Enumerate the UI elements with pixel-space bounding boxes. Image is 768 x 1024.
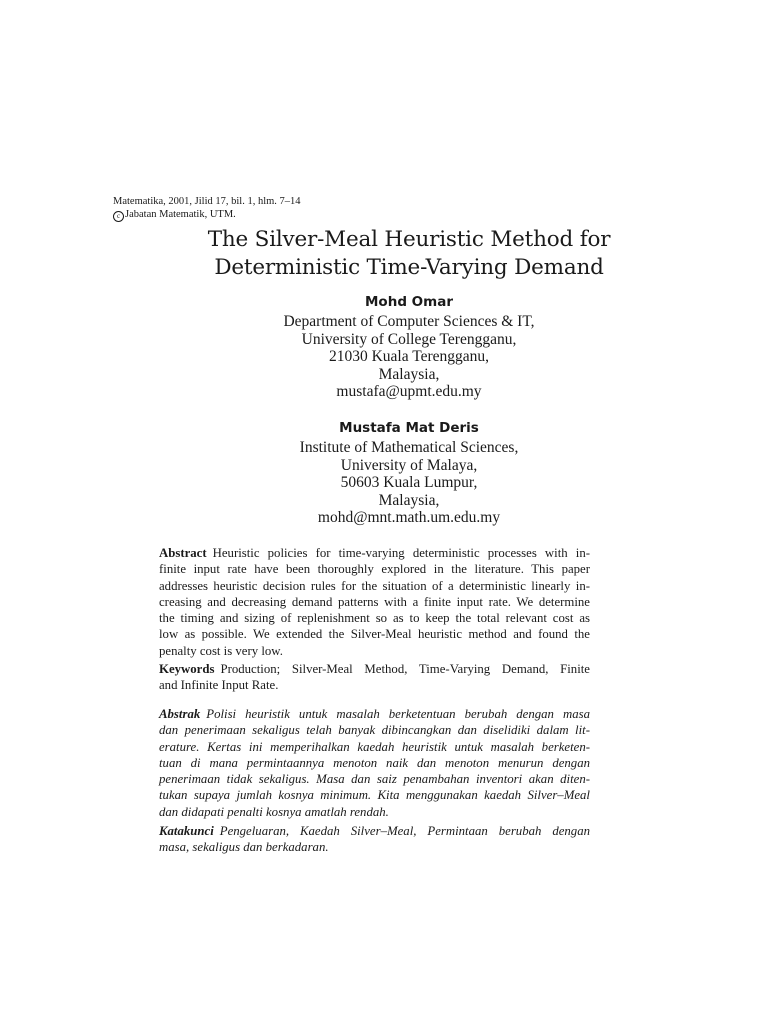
- abstrak-line: penerimaan tidak sekaligus. Masa dan saiz penambahan inventori akan diten-: [159, 772, 590, 787]
- author-block: [100, 420, 718, 526]
- abstrak-line: dan penerimaan sekaligus telah banyak dibincangkan dan diselidiki dalam lit-: [159, 723, 590, 738]
- abstrak-line: tuan di mana permintaannya menoton naik dan menoton menurun dengan: [159, 755, 590, 770]
- katakunci-label: Katakunci: [159, 824, 214, 838]
- author-affiliation-line: Institute of Mathematical Sciences,: [299, 439, 519, 457]
- abstract-line: creasing and decreasing demand patterns with a finite input rate. We determine: [159, 594, 590, 609]
- abstrak-line: dan didapati penalti kosnya amatlah rendah.: [159, 804, 389, 819]
- title-line: The Silver-Meal Heuristic Method for: [207, 227, 611, 252]
- author-affiliation-line: University of College Terengganu,: [301, 330, 517, 348]
- abstrak-line: Polisi heuristik untuk masalah berketentuan berubah dengan masa: [206, 707, 590, 721]
- abstrak-label: Abstrak: [159, 707, 201, 721]
- journal-citation-block: [113, 195, 301, 222]
- author-affiliation-line: Department of Computer Sciences & IT,: [283, 313, 535, 331]
- copyright-line: [113, 208, 301, 222]
- abstract-line: addresses heuristic decision rules for the situation of a deterministic linearly in-: [159, 578, 590, 593]
- abstract-line: Heuristic policies for time-varying deterministic processes with in-: [212, 546, 590, 560]
- abstract-label: Abstract: [159, 546, 207, 560]
- author-affiliation-line: University of Malaya,: [340, 456, 478, 474]
- abstrak-section: [159, 706, 590, 820]
- author-name: Mohd Omar: [365, 294, 453, 310]
- paper-title: [100, 226, 718, 282]
- abstract-line: the timing and sizing of replenishment so as to keep the total relevant cost as: [159, 611, 590, 626]
- abstract-line: low as possible. We extended the Silver-Meal heuristic method and found the: [159, 627, 590, 642]
- author-email: mustafa@upmt.edu.my: [336, 383, 482, 401]
- title-line: Deterministic Time-Varying Demand: [214, 255, 604, 280]
- copyright-text: Jabatan Matematik, UTM.: [125, 209, 236, 220]
- keywords-section: [159, 661, 590, 694]
- abstract-line: penalty cost is very low.: [159, 643, 283, 658]
- abstrak-line: erature. Kertas ini memperihalkan kaedah heuristik untuk masalah berketen-: [159, 739, 590, 754]
- keywords-line: Production; Silver-Meal Method, Time-Varying Demand, Finite: [220, 662, 590, 676]
- katakunci-line: masa, sekaligus dan berkadaran.: [159, 840, 329, 855]
- abstract-line: finite input rate have been thoroughly explored in the literature. This paper: [159, 562, 590, 577]
- abstract-section: [159, 545, 590, 659]
- katakunci-line: Pengeluaran, Kaedah Silver–Meal, Permintaan berubah dengan: [219, 824, 590, 838]
- author-affiliation-line: 21030 Kuala Terengganu,: [328, 348, 490, 366]
- keywords-line: and Infinite Input Rate.: [159, 678, 279, 693]
- copyright-icon: c: [113, 211, 124, 222]
- abstrak-line: tukan supaya jumlah kosnya minimum. Kita menggunakan kaedah Silver–Meal: [159, 788, 590, 803]
- journal-citation: Matematika, 2001, Jilid 17, bil. 1, hlm. 7–14: [113, 196, 301, 207]
- author-email: mohd@mnt.math.um.edu.my: [317, 509, 501, 527]
- author-block: [100, 294, 718, 400]
- keywords-label: Keywords: [159, 662, 215, 676]
- author-affiliation-line: 50603 Kuala Lumpur,: [340, 474, 478, 492]
- author-affiliation-line: Malaysia,: [378, 365, 440, 383]
- katakunci-section: [159, 823, 590, 856]
- author-name: Mustafa Mat Deris: [339, 420, 479, 436]
- author-affiliation-line: Malaysia,: [378, 491, 440, 509]
